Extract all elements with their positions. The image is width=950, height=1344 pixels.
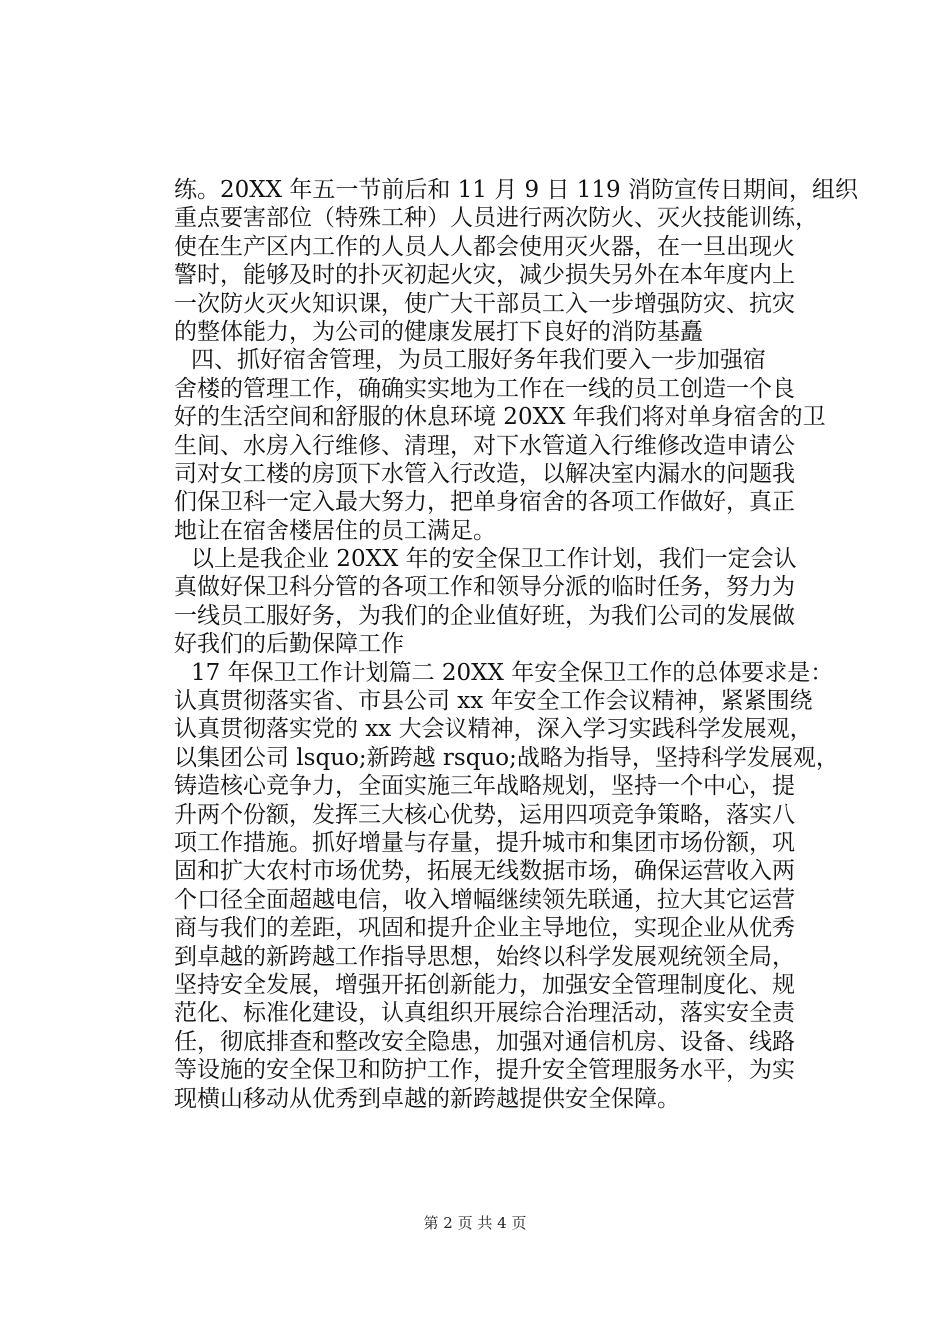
paragraph-start-line: 17 年保卫工作计划篇二 20XX 年安全保卫工作的总体要求是： [191, 659, 834, 686]
text-line: 以集团公司 lsquo;新跨越 rsquo;战略为指导，坚持科学发展观， [174, 744, 839, 771]
text-line: 重点要害部位（特殊工种）人员进行两次防火、灭火技能训练， [174, 205, 818, 232]
paragraph-start-line: 四、抓好宿舍管理，为员工服好务年我们要入一步加强宿 [191, 347, 766, 374]
text-line: 固和扩大农村市场优势，拓展无线数据市场，确保运营收入两 [174, 858, 795, 885]
text-line: 等设施的安全保卫和防护工作，提升安全管理服务水平，为实 [174, 1057, 795, 1084]
text-line: 真做好保卫科分管的各项工作和领导分派的临时任务，努力为 [174, 574, 795, 601]
text-line: 认真贯彻落实党的 xx 大会议精神，深入学习实践科学发展观， [174, 716, 813, 743]
text-line: 舍楼的管理工作，确确实实地为工作在一线的员工创造一个良 [174, 375, 795, 402]
text-line: 任，彻底排查和整改安全隐患，加强对通信机房、设备、线路 [174, 1028, 795, 1055]
text-line: 练。20XX 年五一节前后和 11 月 9 日 119 消防宣传日期间，组织 [174, 177, 858, 203]
text-line: 生间、水房入行维修、清理，对下水管道入行维修改造申请公 [174, 432, 795, 459]
text-line: 铸造核心竞争力，全面实施三年战略规划，坚持一个中心，提 [174, 773, 795, 800]
text-line: 地让在宿舍楼居住的员工满足。 [174, 517, 496, 544]
text-line: 好我们的后勤保障工作 [174, 631, 404, 658]
document-body [174, 176, 858, 1113]
text-line: 商与我们的差距，巩固和提升企业主导地位，实现企业从优秀 [174, 915, 795, 942]
page-footer: 第 2 页 共 4 页 [423, 1214, 527, 1232]
text-line: 使在生产区内工作的人员人人都会使用灭火器，在一旦出现火 [174, 233, 795, 260]
text-line: 现横山移动从优秀到卓越的新跨越提供安全保障。 [174, 1085, 680, 1112]
text-line: 一线员工服好务，为我们的企业值好班，为我们公司的发展做 [174, 602, 795, 629]
text-line: 认真贯彻落实省、市县公司 xx 年安全工作会议精神，紧紧围绕 [174, 688, 813, 715]
text-line: 项工作措施。抓好增量与存量，提升城市和集团市场份额，巩 [174, 829, 795, 856]
text-line: 的整体能力，为公司的健康发展打下良好的消防基矗 [174, 318, 703, 345]
text-line: 好的生活空间和舒服的休息环境 20XX 年我们将对单身宿舍的卫 [174, 404, 826, 431]
text-line: 一次防火灭火知识课，使广大干部员工入一步增强防灾、抗灾 [174, 290, 795, 317]
paragraph-start-line: 以上是我企业 20XX 年的安全保卫工作计划，我们一定会认 [191, 546, 797, 573]
text-line: 警时，能够及时的扑灭初起火灾，减少损失另外在本年度内上 [174, 262, 795, 289]
text-line: 们保卫科一定入最大努力，把单身宿舍的各项工作做好，真正 [174, 489, 795, 516]
text-line: 升两个份额，发挥三大核心优势，运用四项竞争策略，落实八 [174, 801, 795, 828]
text-line: 个口径全面超越电信，收入增幅继续领先联通，拉大其它运营 [174, 886, 795, 913]
text-line: 到卓越的新跨越工作指导思想，始终以科学发展观统领全局， [174, 943, 795, 970]
text-line: 范化、标准化建设，认真组织开展综合治理活动，落实安全责 [174, 1000, 795, 1027]
text-line: 司对女工楼的房顶下水管入行改造，以解决室内漏水的问题我 [174, 460, 795, 487]
text-line: 坚持安全发展，增强开拓创新能力，加强安全管理制度化、规 [174, 971, 795, 998]
